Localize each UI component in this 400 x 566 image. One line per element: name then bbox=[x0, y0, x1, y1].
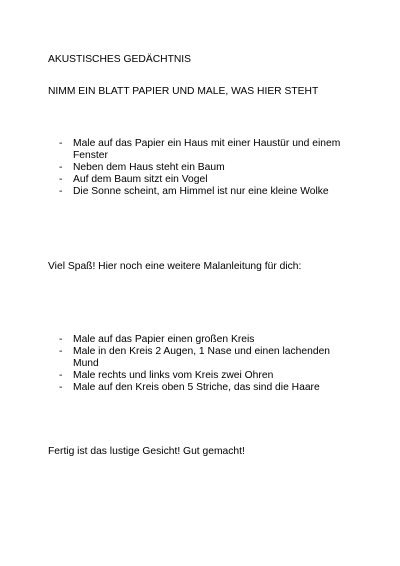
list-item bbox=[0, 138, 353, 162]
bullet-dash: - bbox=[59, 138, 63, 149]
bullet-dash: - bbox=[59, 162, 63, 173]
bullet-dash: - bbox=[59, 346, 63, 357]
drawing-instructions-list-2 bbox=[0, 334, 400, 394]
instruction-heading: NIMM EIN BLATT PAPIER UND MALE, WAS HIER STEHT bbox=[48, 86, 319, 97]
list-item bbox=[0, 162, 353, 174]
list-item-text: Male rechts und links vom Kreis zwei Ohren bbox=[73, 370, 274, 381]
list-item bbox=[0, 346, 353, 370]
bullet-dash: - bbox=[59, 174, 63, 185]
list-item-text: Male auf den Kreis oben 5 Striche, das sind die Haare bbox=[73, 382, 320, 393]
document-title: AKUSTISCHES GEDÄCHTNIS bbox=[48, 54, 192, 65]
list-item-text: Auf dem Baum sitzt ein Vogel bbox=[73, 174, 208, 185]
list-item bbox=[0, 370, 353, 382]
list-item bbox=[0, 174, 353, 186]
bullet-dash: - bbox=[59, 334, 63, 345]
bullet-dash: - bbox=[59, 382, 63, 393]
second-intro-text: Viel Spaß! Hier noch eine weitere Malanleitung für dich: bbox=[48, 261, 302, 272]
closing-text: Fertig ist das lustige Gesicht! Gut gemacht! bbox=[48, 446, 245, 457]
list-item bbox=[0, 186, 353, 198]
list-item bbox=[0, 382, 353, 394]
list-item-text: Die Sonne scheint, am Himmel ist nur eine kleine Wolke bbox=[73, 186, 329, 197]
list-item-text: Neben dem Haus steht ein Baum bbox=[73, 162, 225, 173]
list-item-text: Male auf das Papier ein Haus mit einer Haustür und einem Fenster bbox=[73, 138, 341, 161]
bullet-dash: - bbox=[59, 186, 63, 197]
drawing-instructions-list-1 bbox=[0, 138, 400, 198]
list-item-text: Male auf das Papier einen großen Kreis bbox=[73, 334, 255, 345]
list-item bbox=[0, 334, 353, 346]
list-item-text: Male in den Kreis 2 Augen, 1 Nase und einen lachenden Mund bbox=[73, 346, 331, 369]
bullet-dash: - bbox=[59, 370, 63, 381]
